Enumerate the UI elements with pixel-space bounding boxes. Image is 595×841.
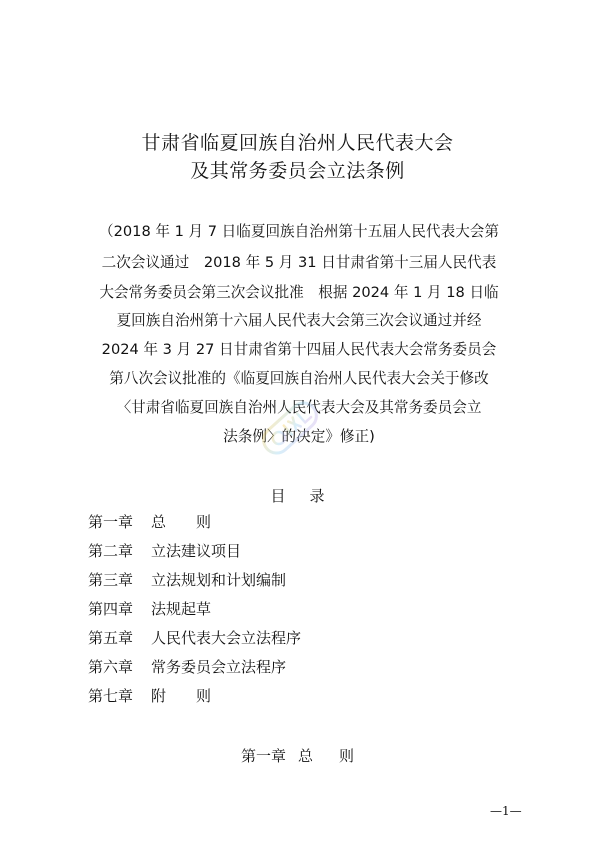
toc-chapter-title: 立法规划和计划编制 — [151, 571, 287, 589]
toc-heading — [0, 485, 595, 506]
title-line-2: 及其常务委员会立法条例 — [190, 160, 405, 182]
toc-chapter-title: 立法建议项目 — [151, 542, 242, 560]
note-line: 2024 年 3 月 27 日甘肃省第十四届人民代表大会常务委员会 — [101, 341, 497, 358]
chapter-title-char-2: 则 — [339, 747, 355, 765]
toc-chapter-number: 第五章 — [88, 629, 134, 647]
toc-chapter-number: 第二章 — [88, 542, 134, 560]
note-line: 法条例〉的决定》修正) — [223, 428, 375, 445]
toc-chapter-number: 第七章 — [88, 687, 134, 705]
toc-item-chapter-1[interactable] — [88, 515, 211, 530]
toc-item-chapter-2[interactable] — [88, 544, 241, 559]
toc-item-chapter-3[interactable] — [88, 573, 286, 588]
toc-item-chapter-4[interactable] — [88, 602, 211, 617]
chapter-1-heading — [0, 745, 595, 766]
note-line: 第八次会议批准的《临夏回族自治州人民代表大会关于修改 — [109, 370, 489, 387]
note-line: 〈甘肃省临夏回族自治州人民代表大会及其常务委员会立 — [116, 399, 482, 416]
toc-chapter-title: 人民代表大会立法程序 — [151, 629, 302, 647]
toc-chapter-number: 第三章 — [88, 571, 134, 589]
chapter-number: 第一章 — [240, 747, 286, 765]
note-line: 二次会议通过 2018 年 5 月 31 日甘肃省第十三届人民代表 — [101, 254, 497, 271]
note-line: 大会常务委员会第三次会议批准 根据 2024 年 1 月 18 日临 — [99, 284, 499, 301]
note-line: 夏回族自治州第十六届人民代表大会第三次会议通过并经 — [116, 312, 482, 329]
toc-item-chapter-7[interactable] — [88, 689, 211, 704]
toc-heading-char-2: 录 — [309, 487, 325, 505]
toc-chapter-title: 法规起草 — [151, 600, 212, 618]
chapter-title-char-1: 总 — [297, 747, 313, 765]
toc-chapter-number: 第四章 — [88, 600, 134, 618]
toc-chapter-number: 第六章 — [88, 658, 134, 676]
toc-chapter-title: 常务委员会立法程序 — [151, 658, 287, 676]
toc-item-chapter-6[interactable] — [88, 660, 286, 675]
toc-heading-char-1: 目 — [270, 487, 286, 505]
toc-chapter-title: 附 则 — [151, 687, 212, 705]
toc-item-chapter-5[interactable] — [88, 631, 301, 646]
page-number: —1— — [490, 804, 522, 818]
note-line: （2018 年 1 月 7 日临夏回族自治州第十五届人民代表大会第 — [99, 223, 499, 240]
toc-chapter-title: 总 则 — [151, 513, 212, 531]
title-line-1: 甘肃省临夏回族自治州人民代表大会 — [141, 132, 454, 154]
toc-chapter-number: 第一章 — [88, 513, 134, 531]
